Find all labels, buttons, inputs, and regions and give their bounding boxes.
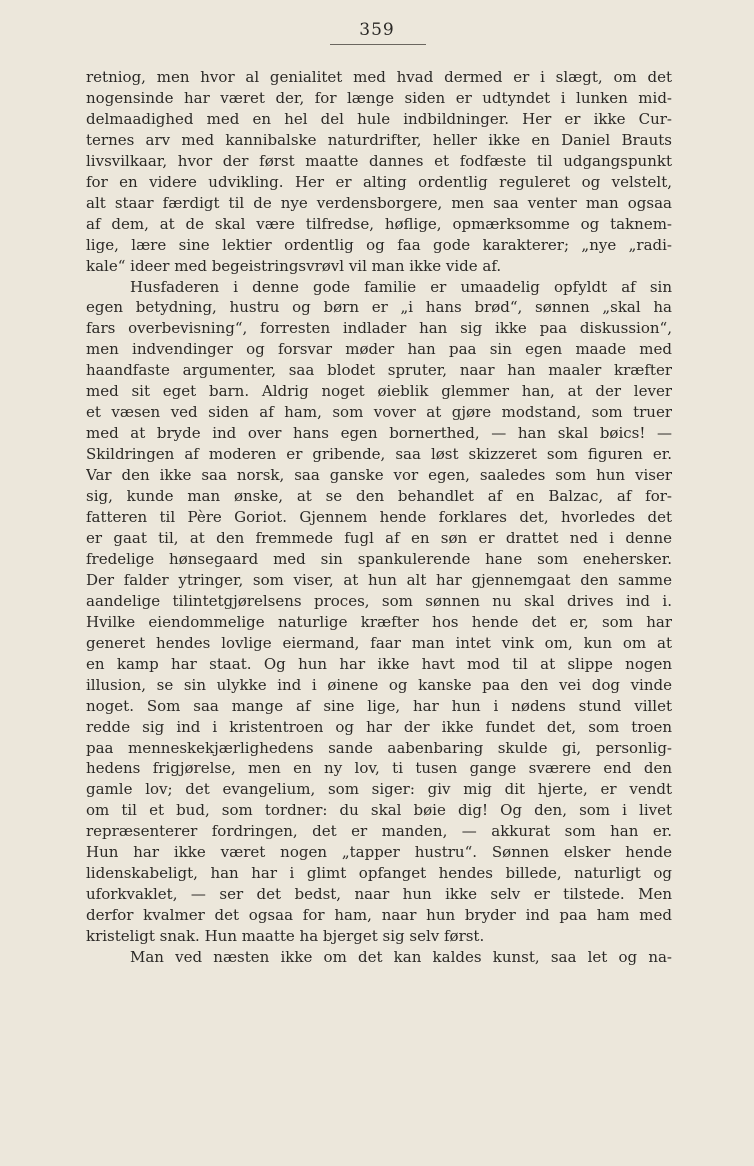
text-line: repræsenterer fordringen, det er manden, — akkurat som han er. <box>86 822 672 841</box>
text-line: med sit eget barn. Aldrig noget øieblik glemmer han, at der lever <box>86 382 672 401</box>
text-line: kale“ ideer med begeistringsvrøvl vil man ikke vide af. <box>86 256 502 275</box>
text-line: en kamp har staat. Og hun har ikke havt mod til at slippe nogen <box>86 654 672 673</box>
text-line: af dem, at de skal være tilfredse, høflige, opmærksomme og taknem- <box>86 214 672 233</box>
text-line: paa menneskekjærlighedens sande aabenbaring skulde gi, personlig- <box>86 738 672 757</box>
text-line: er gaat til, at den fremmede fugl af en søn er drattet ned i denne <box>86 528 672 547</box>
text-line: aandelige tilintetgjørelsens proces, som sønnen nu skal drives ind i. <box>86 591 672 610</box>
text-line: fatteren til Père Goriot. Gjennem hende forklares det, hvorledes det <box>86 508 672 527</box>
text-line: fredelige hønsegaard med sin spankulerende hane som enehersker. <box>86 549 672 568</box>
text-line: et væsen ved siden af ham, som vover at gjøre modstand, som truer <box>86 403 672 422</box>
text-line: Hvilke eiendommelige naturlige kræfter hos hende det er, som har <box>86 612 672 631</box>
text-line: ternes arv med kannibalske naturdrifter, heller ikke en Daniel Brauts <box>86 130 672 149</box>
text-line: men indvendinger og forsvar møder han paa sin egen maade med <box>86 340 672 359</box>
text-line: delmaadighed med en hel del hule indbildninger. Her er ikke Cur- <box>86 109 672 128</box>
text-line: Skildringen af moderen er gribende, saa løst skizzeret som figuren er. <box>86 445 672 464</box>
text-line: alt staar færdigt til de nye verdensborgere, men saa venter man ogsaa <box>86 193 672 212</box>
text-line: Hun har ikke været nogen „tapper hustru“. Sønnen elsker hende <box>86 843 672 862</box>
text-line: nogensinde har været der, for længe siden er udtyndet i lunken mid- <box>86 88 672 107</box>
text-line: gamle lov; det evangelium, som siger: giv mig dit hjerte, er vendt <box>86 780 672 799</box>
text-line: haandfaste argumenter, saa blodet spruter, naar han maaler kræfter <box>86 361 672 380</box>
text-line: fars overbevisning“, forresten indlader han sig ikke paa diskussion“, <box>86 319 672 338</box>
text-line: lidenskabeligt, han har i glimt opfanget hendes billede, naturligt og <box>86 864 672 883</box>
text-line: for en videre udvikling. Her er alting ordentlig reguleret og velstelt, <box>86 172 672 191</box>
text-line: hedens frigjørelse, men en ny lov, ti tusen gange sværere end den <box>86 759 672 778</box>
text-line: sig, kunde man ønske, at se den behandlet af en Balzac, af for- <box>86 487 672 506</box>
text-line: derfor kvalmer det ogsaa for ham, naar hun bryder ind paa ham med <box>86 906 672 925</box>
text-line: Der falder ytringer, som viser, at hun alt har gjennemgaat den samme <box>86 570 672 589</box>
text-line: retniog, men hvor al genialitet med hvad dermed er i slægt, om det <box>86 68 672 86</box>
text-line: Man ved næsten ikke om det kan kaldes kunst, saa let og na- <box>130 948 672 967</box>
text-line: lige, lære sine lektier ordentlig og faa gode karakterer; „nye „radi- <box>86 235 672 254</box>
page-number: 359 <box>359 20 395 40</box>
text-line: generet hendes lovlige eiermand, faar man intet vink om, kun om at <box>86 633 672 652</box>
header-rule <box>330 44 426 45</box>
text-line: redde sig ind i kristentroen og har der ikke fundet det, som troen <box>86 717 672 736</box>
body-text <box>86 67 672 968</box>
text-line: egen betydning, hustru og børn er „i hans brød“, sønnen „skal ha <box>86 298 672 317</box>
text-line: med at bryde ind over hans egen bornerthed, — han skal bøics! — <box>86 424 672 443</box>
text-line: livsvilkaar, hvor der først maatte dannes et fodfæste til udgangspunkt <box>86 151 672 170</box>
text-line: illusion, se sin ulykke ind i øinene og kanske paa den vei dog vinde <box>86 675 672 694</box>
text-line: noget. Som saa mange af sine lige, har hun i nødens stund villet <box>86 696 672 715</box>
text-line: kristeligt snak. Hun maatte ha bjerget sig selv først. <box>86 927 485 946</box>
text-line: uforkvaklet, — ser det bedst, naar hun ikke selv er tilstede. Men <box>86 885 672 904</box>
text-line: Husfaderen i denne gode familie er umaadelig opfyldt af sin <box>130 277 672 296</box>
text-line: Var den ikke saa norsk, saa ganske vor egen, saaledes som hun viser <box>86 466 672 485</box>
text-line: om til et bud, som tordner: du skal bøie dig! Og den, som i livet <box>86 801 672 820</box>
